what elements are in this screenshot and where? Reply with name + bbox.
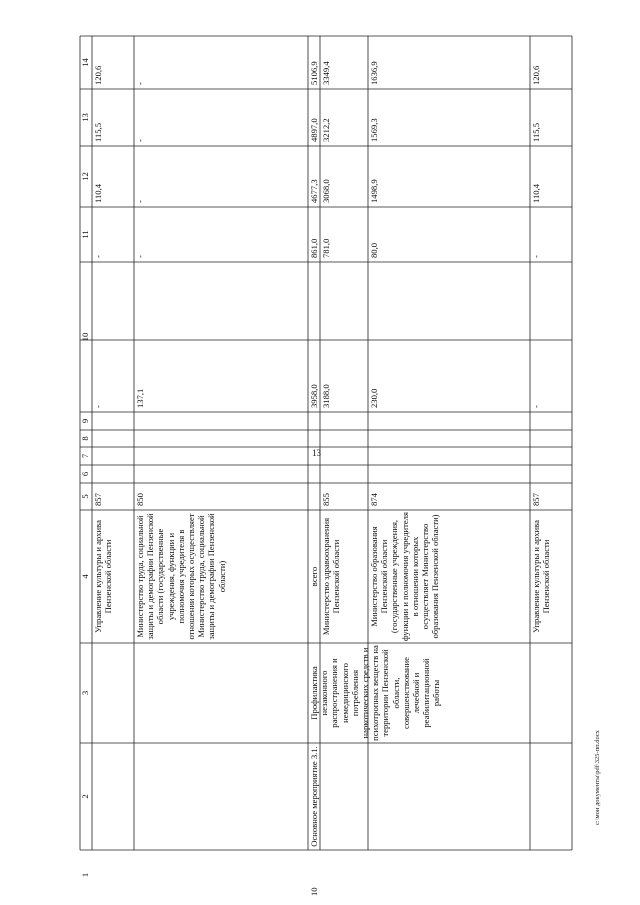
- column-number: 3: [80, 690, 90, 696]
- cell-col-12: 110,4: [93, 183, 103, 203]
- cell-col-12: 3068,0: [321, 179, 331, 203]
- cell-col-14: 1636,9: [369, 61, 379, 85]
- cell-col-10: 230,0: [369, 388, 379, 408]
- cell-col-5: 850: [135, 493, 145, 506]
- cell-col-12: 110,4: [531, 183, 541, 203]
- column-number: 11: [80, 230, 90, 239]
- cell-col-11: 80,0: [369, 242, 379, 258]
- column-number: 2: [80, 794, 90, 799]
- cell-col-11: 861,0: [309, 238, 319, 258]
- cell-col-12: -: [135, 200, 145, 203]
- cell-col-5: 855: [321, 493, 331, 506]
- cell-col-13: 4897,0: [309, 118, 319, 142]
- cell-col-10: 137,1: [135, 388, 145, 408]
- cell-col-4: Управление культуры и архива Пензенской области: [531, 520, 552, 633]
- cell-col-13: 115,5: [93, 122, 103, 142]
- column-number: 8: [80, 436, 90, 441]
- cell-col-14: 5106,9: [309, 61, 319, 85]
- cell-col-4: Министерство здравоохранения Пензенской области: [321, 517, 342, 636]
- cell-col-10: -: [531, 405, 541, 408]
- cell-col-14: 3349,4: [321, 61, 331, 85]
- cell-col-10: 3188,0: [321, 384, 331, 408]
- cell-col-3: Профилактика незаконного распространения и немедицинского потребления наркотических средств и психотропных веществ на территории Пензенской области, совершенствование лечебной и реабилитационной работы: [309, 645, 442, 741]
- column-number: 12: [80, 172, 90, 181]
- cell-col-4: Министерство образования Пензенской области (государственные учреждения, функции и полномочия учредителя в отношении которых осуществляет Министерство образования Пензенской области): [369, 512, 441, 641]
- column-number: 4: [80, 574, 90, 579]
- cell-col-1: 10: [309, 887, 319, 896]
- cell-col-4: Управление культуры и архива Пензенской области: [93, 520, 114, 633]
- cell-col-12: 1498,9: [369, 179, 379, 203]
- cell-col-13: 1569,3: [369, 118, 379, 142]
- cell-col-11: -: [93, 255, 103, 258]
- cell-col-14: -: [135, 82, 145, 85]
- cell-col-11: -: [135, 255, 145, 258]
- column-number: 7: [80, 453, 90, 459]
- column-number: 13: [80, 113, 90, 122]
- cell-col-5: 857: [531, 493, 541, 506]
- column-number: 14: [80, 58, 90, 67]
- cell-col-12: 4677,3: [309, 179, 319, 203]
- cell-col-11: -: [531, 255, 541, 258]
- cell-col-4: Министерство труда, социальной защиты и демографии Пензенской области (государственные учреждения, функции и полномочия учредителя в отношении которых осуществляет Министерство труда, социальной защиты и демографии Пензенской области): [135, 513, 227, 640]
- cell-col-10: -: [93, 405, 103, 408]
- page-number: 13: [312, 448, 321, 458]
- cell-col-13: 3212,2: [321, 118, 331, 142]
- column-number: 1: [80, 872, 90, 878]
- cell-col-5: 857: [93, 493, 103, 506]
- cell-col-2: Основное мероприятие 3.1.: [309, 746, 319, 847]
- cell-col-13: -: [135, 139, 145, 142]
- footer-file-path: c:\мои документы\pdf\325-пп.docx: [594, 730, 601, 825]
- column-number: 6: [80, 471, 90, 477]
- cell-col-4: всего: [309, 566, 319, 587]
- cell-col-11: 781,0: [321, 238, 331, 258]
- cell-col-14: 120,6: [93, 65, 103, 85]
- cell-col-13: 115,5: [531, 122, 541, 142]
- cell-col-5: 874: [369, 493, 379, 506]
- cell-col-14: 120,6: [531, 65, 541, 85]
- cell-col-10: 3958,0: [309, 384, 319, 408]
- column-number: 10: [80, 332, 90, 342]
- column-number: 5: [80, 494, 90, 499]
- column-number: 9: [80, 418, 90, 424]
